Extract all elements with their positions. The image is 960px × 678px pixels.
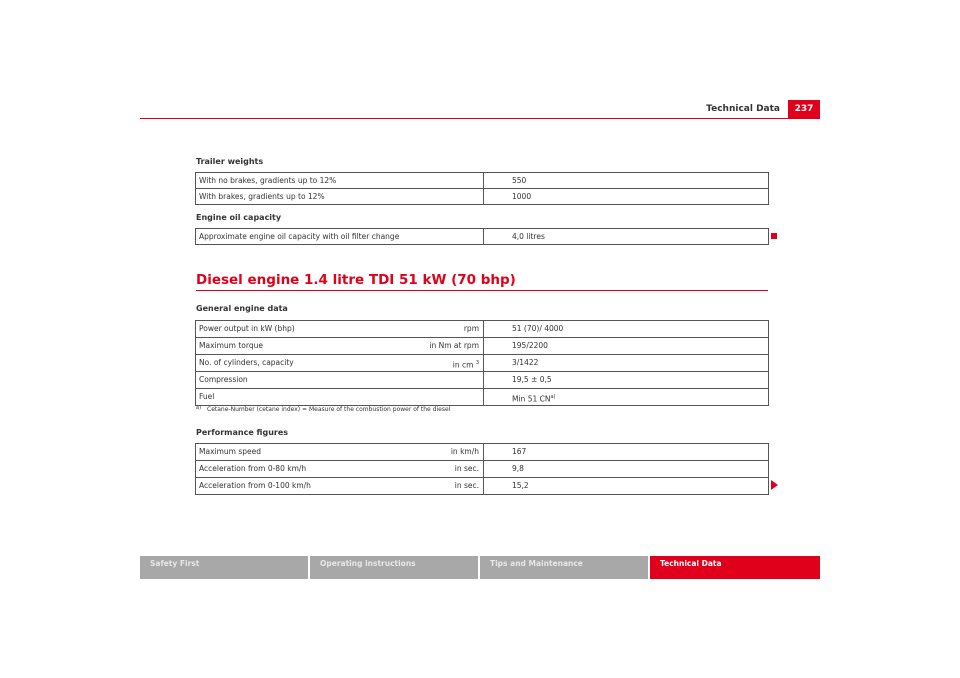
table-row (196, 338, 768, 355)
row-label: Maximum speed (199, 447, 261, 456)
unit-superscript: 3 (475, 360, 479, 366)
value-text: Min 51 CN (512, 394, 551, 404)
row-value: 15,2 (512, 481, 529, 490)
row-unit: in km/h (450, 447, 479, 456)
table-row (196, 389, 768, 406)
nav-tab-technical-data[interactable]: Technical Data (650, 556, 820, 579)
table-row (196, 478, 768, 495)
row-value: 4,0 litres (512, 232, 545, 241)
page-header-title: Technical Data (706, 104, 780, 114)
row-value: 9,8 (512, 464, 524, 473)
engine-oil-label: Engine oil capacity (196, 213, 282, 222)
header-rule (140, 118, 820, 119)
engine-oil-table (195, 228, 769, 245)
row-value: 195/2200 (512, 341, 548, 350)
trailer-weights-table (195, 172, 769, 205)
row-label: No. of cylinders, capacity (199, 358, 294, 367)
table-row (196, 444, 768, 461)
row-value: 19,5 ± 0,5 (512, 375, 552, 384)
section-end-marker-icon (771, 233, 777, 239)
nav-tab-safety-first[interactable]: Safety First (140, 556, 308, 579)
continue-arrow-icon (771, 480, 778, 490)
table-row (196, 321, 768, 338)
table-row (196, 355, 768, 372)
table-row (196, 173, 768, 189)
table-row (196, 229, 768, 245)
row-value: 167 (512, 447, 527, 456)
section-rule (196, 290, 768, 291)
row-label: Fuel (199, 392, 215, 401)
footnote-reference: a) (550, 394, 556, 400)
row-label: Approximate engine oil capacity with oil filter change (199, 232, 400, 241)
row-label: Power output in kW (bhp) (199, 324, 295, 333)
row-label: Acceleration from 0-80 km/h (199, 464, 307, 473)
row-label: With brakes, gradients up to 12% (199, 192, 325, 201)
nav-tab-operating-instructions[interactable]: Operating instructions (310, 556, 478, 579)
engine-data-label: General engine data (196, 304, 288, 313)
row-value (512, 394, 555, 404)
row-label: With no brakes, gradients up to 12% (199, 176, 337, 185)
row-unit: in sec. (454, 481, 479, 490)
row-value: 550 (512, 176, 527, 185)
row-value: 1000 (512, 192, 532, 201)
row-unit: in sec. (454, 464, 479, 473)
footnote (196, 406, 450, 413)
section-title: Diesel engine 1.4 litre TDI 51 kW (70 bhp) (196, 272, 516, 288)
footnote-mark: a) (196, 405, 202, 411)
row-unit (453, 360, 479, 370)
engine-data-table (195, 320, 769, 406)
row-unit: rpm (463, 324, 479, 333)
row-value: 51 (70)/ 4000 (512, 324, 564, 333)
table-row (196, 372, 768, 389)
table-row (196, 189, 768, 205)
performance-label: Performance figures (196, 428, 289, 437)
nav-tab-tips-and-maintenance[interactable]: Tips and Maintenance (480, 556, 648, 579)
row-label: Maximum torque (199, 341, 263, 350)
footnote-text: Cetane-Number (cetane index) = Measure of the combustion power of the diesel (207, 406, 451, 413)
trailer-weights-label: Trailer weights (196, 157, 264, 166)
row-unit: in Nm at rpm (429, 341, 479, 350)
row-value: 3/1422 (512, 358, 539, 367)
unit-text: in cm (452, 360, 474, 370)
row-label: Compression (199, 375, 248, 384)
table-row (196, 461, 768, 478)
page-number: 237 (788, 100, 820, 118)
row-label: Acceleration from 0-100 km/h (199, 481, 311, 490)
performance-table (195, 443, 769, 495)
